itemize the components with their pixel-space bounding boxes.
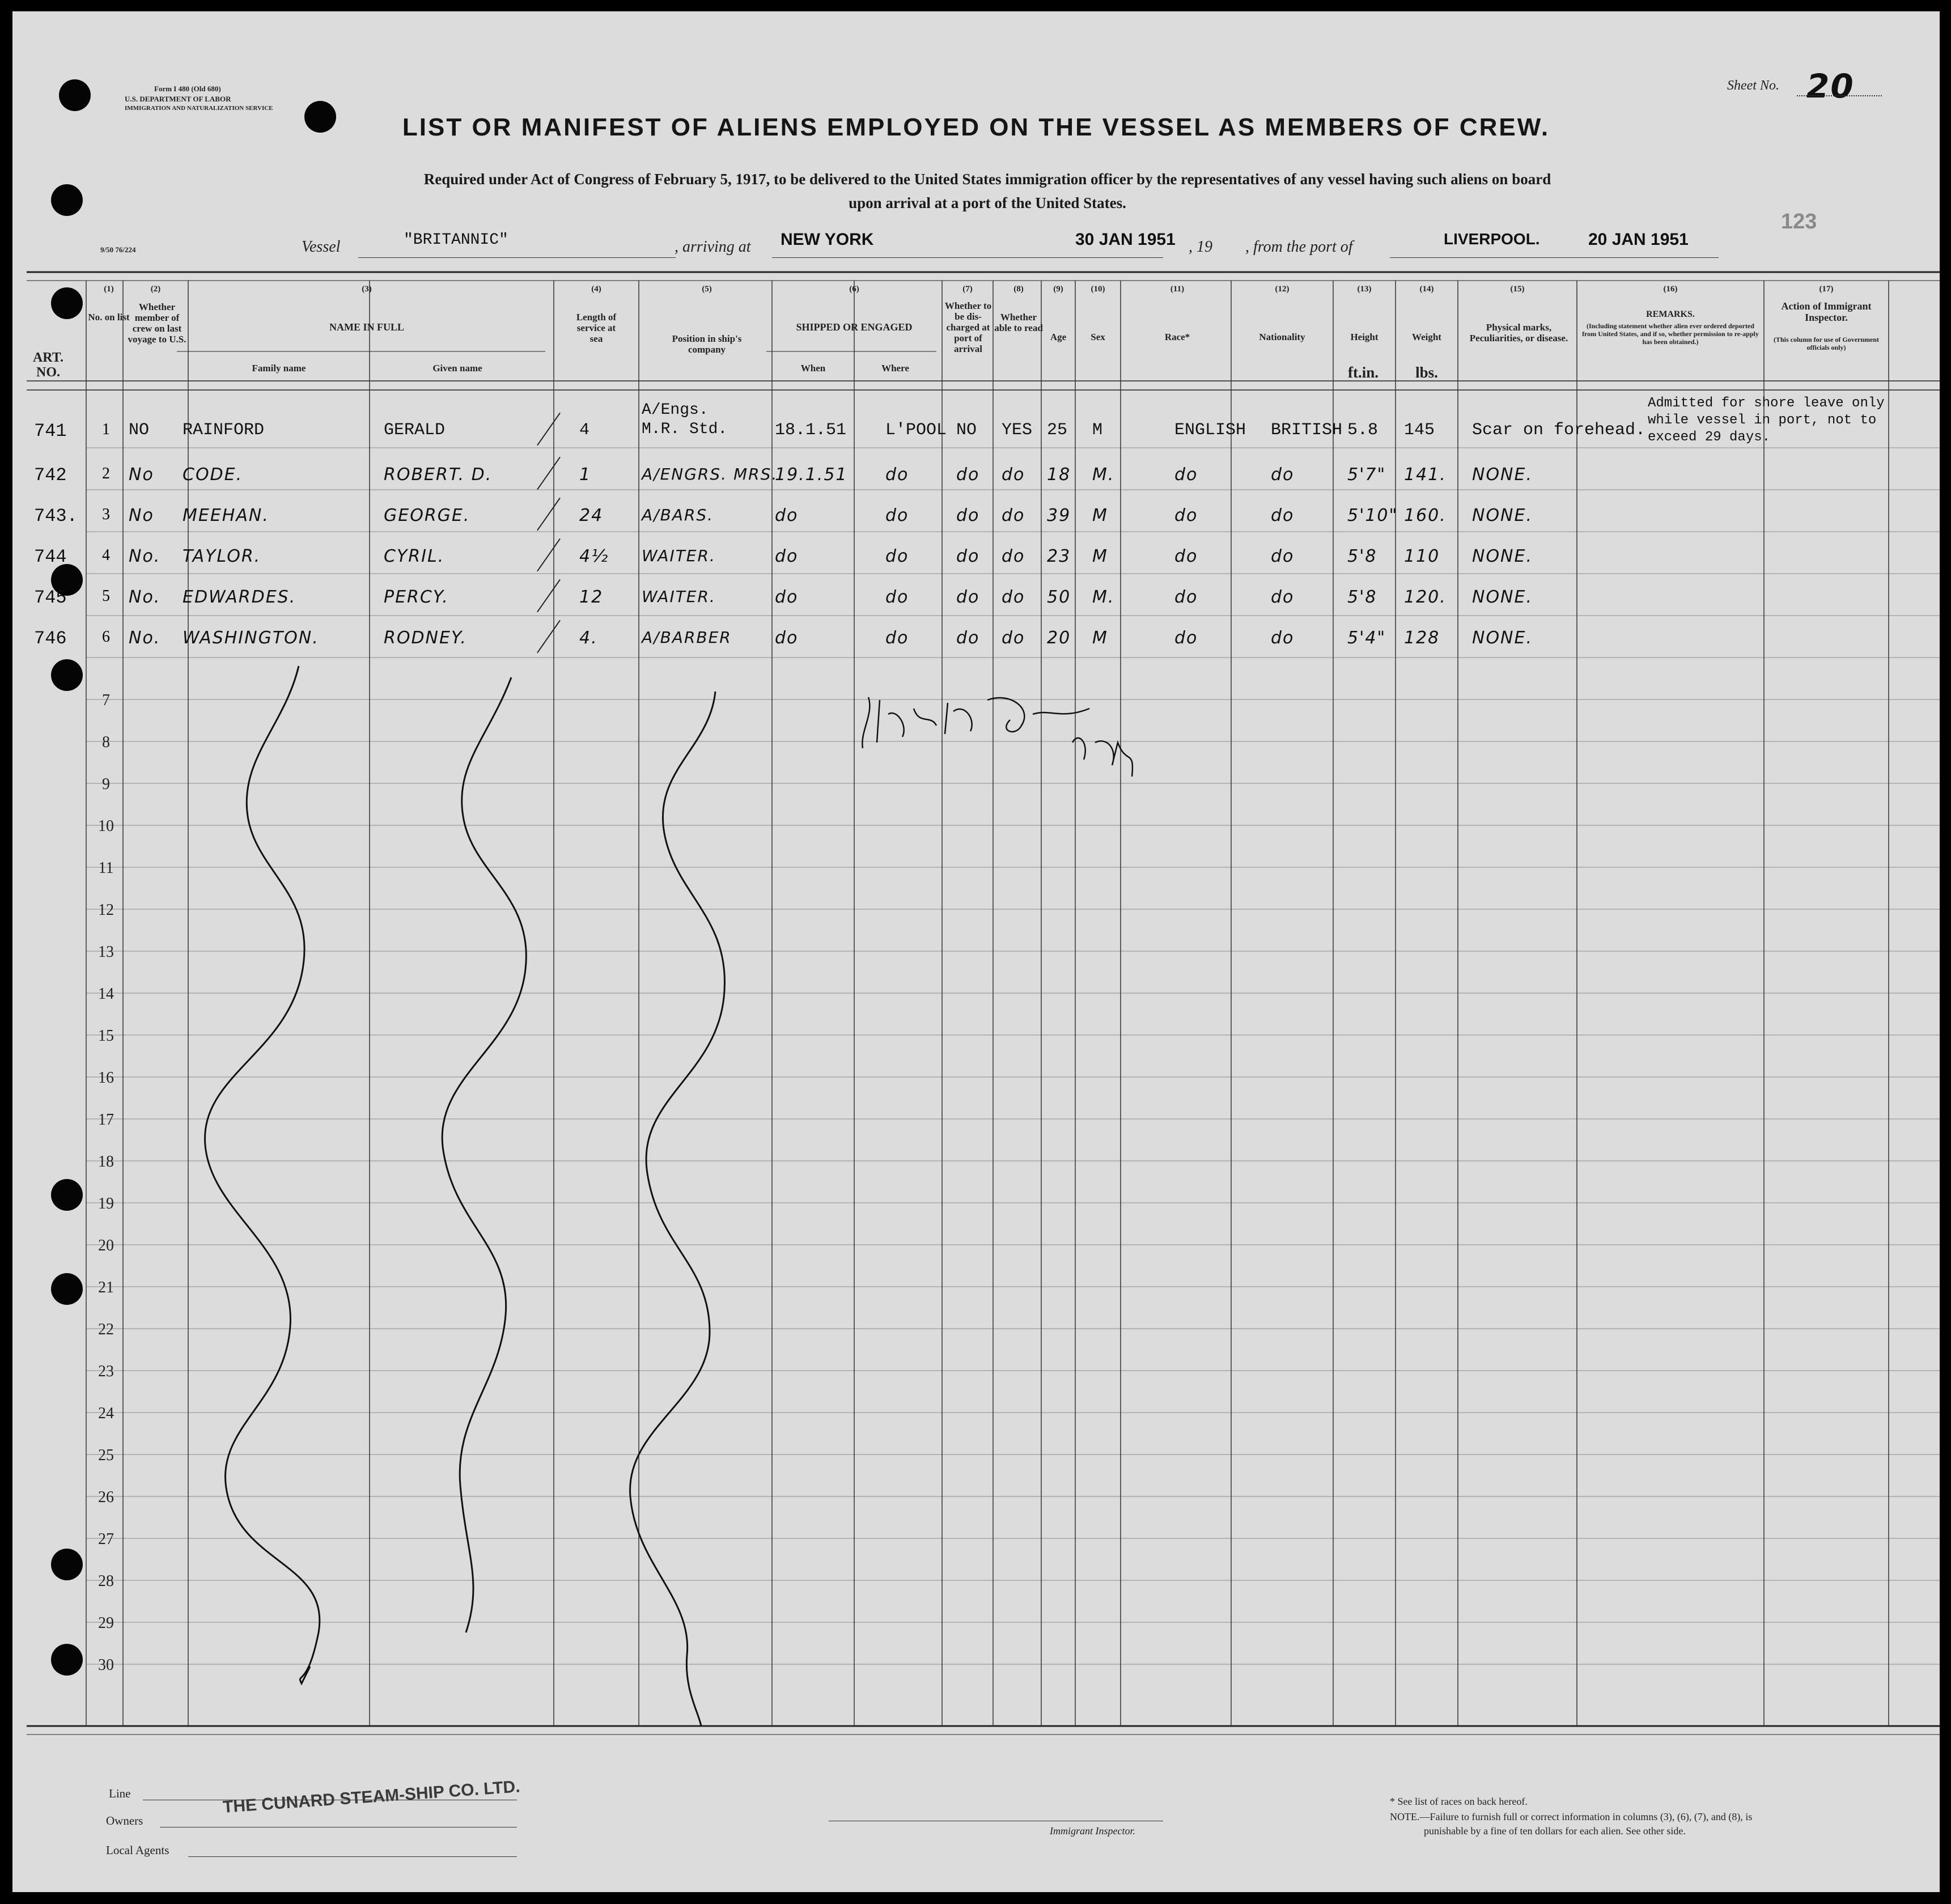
cell-discharged: do: [956, 628, 980, 648]
cell-discharged: do: [956, 587, 980, 607]
col-15-number: (15): [1510, 285, 1525, 294]
wavy-line-given: [442, 677, 526, 1632]
cell-physical-marks: NONE.: [1472, 506, 1533, 525]
cell-physical-marks: NONE.: [1472, 628, 1533, 648]
header-discharged: Whether to be dis-charged at port of arrival: [944, 300, 992, 354]
cell-shipped-where: L'POOL: [885, 421, 947, 440]
remarks-stamp-line-3: exceed 29 days.: [1648, 430, 1771, 445]
vessel-name: "BRITANNIC": [404, 231, 508, 249]
cell-sex: M.: [1092, 587, 1115, 607]
cell-family-name: CODE.: [183, 465, 243, 485]
cell-crew-member: No.: [129, 628, 161, 648]
cell-given-name: CYRIL.: [384, 546, 445, 566]
cell-list-number: 3: [102, 506, 110, 523]
remarks-stamp-line-2: while vessel in port, not to: [1648, 413, 1877, 428]
cell-crew-member: No.: [129, 587, 161, 607]
header-length-of-service: Length of service at sea: [576, 312, 617, 344]
cell-given-name: ROBERT. D.: [384, 465, 493, 485]
vessel-label: Vessel: [302, 238, 341, 256]
header-sex: Sex: [1091, 332, 1105, 342]
row-number: 9: [102, 775, 110, 793]
cell-nationality: do: [1271, 546, 1295, 566]
cell-shipped-where: do: [885, 587, 909, 607]
cell-list-number: 2: [102, 465, 110, 482]
cell-family-name: EDWARDES.: [183, 587, 296, 607]
row-number: 19: [98, 1195, 114, 1212]
cell-discharged: do: [956, 506, 980, 525]
row-number: 13: [98, 943, 114, 961]
col-2-number: (2): [150, 285, 161, 294]
cell-weight: 128: [1404, 628, 1440, 648]
row-number: 7: [102, 692, 110, 709]
cell-crew-member: NO: [129, 421, 150, 440]
remarks-stamp-line-1: Admitted for shore leave only: [1648, 396, 1885, 411]
cell-height: 5'8: [1347, 587, 1377, 607]
col-10-number: (10): [1091, 285, 1105, 294]
line-label: Line: [109, 1787, 131, 1800]
cell-shipped-where: do: [885, 506, 909, 525]
owners-label: Owners: [106, 1814, 143, 1827]
header-race: Race*: [1164, 332, 1190, 342]
header-able-to-read: Whether able to read: [994, 312, 1043, 333]
row-number: 11: [98, 859, 114, 877]
cell-family-name: MEEHAN.: [183, 506, 269, 525]
cell-art-no: 742: [34, 465, 67, 486]
row-number: 23: [98, 1363, 114, 1380]
cell-position-line-2: M.R. Std.: [642, 421, 728, 438]
cell-art-no: 746: [34, 628, 67, 649]
row-number: 30: [98, 1656, 114, 1674]
cell-shipped-where: do: [885, 628, 909, 648]
cell-race: do: [1174, 506, 1198, 525]
cell-sex: M: [1092, 506, 1108, 525]
header-inspector-action: Action of Immigrant Inspector.: [1781, 300, 1872, 323]
cell-age: 25: [1047, 421, 1068, 440]
cell-race: ENGLISH: [1174, 421, 1246, 440]
col-11-number: (11): [1170, 285, 1185, 294]
cell-given-name: PERCY.: [384, 587, 449, 607]
cell-service-length: 4: [579, 421, 590, 440]
header-remarks: REMARKS.: [1646, 309, 1695, 319]
cell-weight: 145: [1404, 421, 1435, 440]
row-number: 8: [102, 733, 110, 751]
row-number: 24: [98, 1405, 114, 1422]
from-port: LIVERPOOL.: [1444, 230, 1540, 248]
cell-height: 5'7": [1347, 465, 1386, 485]
cell-family-name: RAINFORD: [183, 421, 265, 440]
cell-able-to-read: do: [1002, 587, 1025, 607]
col-4-number: (4): [591, 285, 601, 294]
cell-height: 5'8: [1347, 546, 1377, 566]
row-number: 29: [98, 1614, 114, 1632]
cell-shipped-where: do: [885, 546, 909, 566]
weight-unit: lbs.: [1415, 364, 1438, 381]
cell-crew-member: No.: [129, 546, 161, 566]
row-number: 22: [98, 1321, 114, 1338]
cell-shipped-where: do: [885, 465, 909, 485]
row-number: 12: [98, 901, 114, 919]
height-unit: ft.in.: [1348, 364, 1379, 381]
header-family-name: Family name: [252, 363, 306, 374]
cell-discharged: NO: [956, 421, 977, 440]
cell-position: A/BARBER: [642, 628, 732, 647]
form-number: Form I 480 (Old 680): [154, 84, 221, 93]
cell-family-name: TAYLOR.: [183, 546, 261, 566]
col-5-number: (5): [702, 285, 712, 294]
cell-able-to-read: do: [1002, 628, 1025, 648]
col-7-number: (7): [962, 285, 973, 294]
header-crew-member: Whether member of crew on last voyage to U.S.: [128, 302, 186, 345]
cell-discharged: do: [956, 465, 980, 485]
subtitle-line-2: upon arrival at a port of the United States.: [849, 194, 1126, 211]
cell-weight: 110: [1404, 546, 1440, 566]
wavy-line-position: [630, 692, 725, 1726]
cell-art-no: 741: [34, 421, 67, 442]
header-age: Age: [1050, 332, 1067, 342]
local-agents-label: Local Agents: [106, 1843, 169, 1857]
row-number: 27: [98, 1530, 114, 1548]
cell-art-no: 744: [34, 546, 67, 567]
cancellation-strokes: [12, 11, 1940, 1892]
cell-service-length: 4.: [579, 628, 598, 648]
cell-height: 5.8: [1347, 421, 1379, 440]
header-given-name: Given name: [432, 363, 482, 374]
cell-position: A/ENGRS. MRS.: [642, 465, 778, 484]
cell-physical-marks: NONE.: [1472, 587, 1533, 607]
cell-art-no: 743.: [34, 506, 78, 527]
cell-able-to-read: do: [1002, 465, 1025, 485]
manifest-sheet: [12, 11, 1940, 1892]
cell-list-number: 6: [102, 628, 110, 646]
header-no-on-list: No. on list: [88, 312, 130, 323]
cell-family-name: WASHINGTON.: [183, 628, 319, 648]
row-number: 17: [98, 1111, 114, 1129]
cell-able-to-read: do: [1002, 546, 1025, 566]
cell-sex: M: [1092, 628, 1108, 648]
col-13-number: (13): [1357, 285, 1372, 294]
header-where: Where: [881, 363, 909, 374]
header-remarks-note: (Including statement whether alien ever ordered deported from United States, and if so, whether permission to re-apply has been obtained.): [1582, 322, 1759, 346]
inspector-label: Immigrant Inspector.: [1050, 1825, 1135, 1837]
cell-physical-marks: Scar on forehead.: [1472, 421, 1646, 440]
cell-race: do: [1174, 628, 1198, 648]
wavy-line-family: [205, 666, 320, 1684]
cell-race: do: [1174, 587, 1198, 607]
cell-sex: M: [1092, 546, 1108, 566]
cell-service-length: 1: [579, 465, 592, 485]
header-height: Height: [1350, 332, 1379, 342]
cell-sex: M: [1092, 421, 1103, 440]
cell-shipped-when: 18.1.51: [775, 421, 847, 440]
cell-position: A/Engs.: [642, 401, 709, 419]
header-shipped-engaged: SHIPPED OR ENGAGED: [796, 321, 913, 333]
cell-list-number: 1: [102, 421, 110, 438]
department: U.S. DEPARTMENT OF LABOR: [125, 95, 231, 103]
cell-service-length: 4½: [579, 546, 609, 566]
subtitle-line-1: Required under Act of Congress of February 5, 1917, to be delivered to the United States immigration officer by the representatives of any vessel having such aliens on board: [423, 171, 1551, 188]
cell-position: WAITER.: [642, 587, 716, 606]
cell-nationality: do: [1271, 506, 1295, 525]
header-name-in-full: NAME IN FULL: [329, 321, 404, 333]
cell-nationality: do: [1271, 465, 1295, 485]
agents-underline: [188, 1856, 517, 1857]
arriving-port: NEW YORK: [781, 230, 874, 249]
cell-age: 23: [1047, 546, 1071, 566]
cell-shipped-when: do: [775, 628, 799, 648]
cell-weight: 141.: [1404, 465, 1447, 485]
sheet-label: Sheet No.: [1727, 78, 1779, 93]
row-number: 28: [98, 1572, 114, 1590]
cell-position: A/BARS.: [642, 506, 714, 524]
row-number: 21: [98, 1279, 114, 1296]
inspector-signature: [862, 697, 1133, 777]
col-12-number: (12): [1275, 285, 1290, 294]
cell-age: 39: [1047, 506, 1071, 525]
penalty-note-2: punishable by a fine of ten dollars for each alien. See other side.: [1424, 1825, 1686, 1837]
sheet-number: 20: [1806, 67, 1855, 105]
races-note: * See list of races on back hereof.: [1390, 1796, 1528, 1807]
header-inspector-note: (This column for use of Government officials only): [1773, 336, 1880, 351]
owners-stamp: THE CUNARD STEAM-SHIP CO. LTD.: [222, 1777, 521, 1817]
header-physical-marks: Physical marks, Peculiarities, or disease.: [1469, 322, 1568, 344]
cell-sex: M.: [1092, 465, 1115, 485]
row-number: 18: [98, 1153, 114, 1171]
departure-date: 20 JAN 1951: [1588, 230, 1689, 249]
cell-shipped-when: 19.1.51: [775, 465, 848, 485]
cell-physical-marks: NONE.: [1472, 546, 1533, 566]
row-number: 25: [98, 1447, 114, 1464]
header-position: Position in ship's company: [672, 333, 742, 355]
cell-service-length: 12: [579, 587, 604, 607]
penalty-note-1: NOTE.—Failure to furnish full or correct information in columns (3), (6), (7), and (8), is: [1390, 1811, 1753, 1822]
cell-art-no: 745: [34, 587, 67, 608]
cell-race: do: [1174, 465, 1198, 485]
col-16-number: (16): [1663, 285, 1678, 294]
cell-list-number: 5: [102, 587, 110, 605]
col-9-number: (9): [1053, 285, 1063, 294]
col-8-number: (8): [1013, 285, 1024, 294]
row-number: 14: [98, 985, 114, 1003]
cell-age: 18: [1047, 465, 1071, 485]
cell-height: 5'4": [1347, 628, 1386, 648]
cell-able-to-read: YES: [1002, 421, 1033, 440]
cell-race: do: [1174, 546, 1198, 566]
cell-shipped-when: do: [775, 546, 799, 566]
row-number: 20: [98, 1237, 114, 1254]
cell-age: 50: [1047, 587, 1071, 607]
cell-service-length: 24: [579, 506, 604, 525]
service: IMMIGRATION AND NATURALIZATION SERVICE: [125, 105, 273, 112]
row-number: 10: [98, 817, 114, 835]
col-17-number: (17): [1819, 285, 1834, 294]
cell-nationality: do: [1271, 628, 1295, 648]
cell-discharged: do: [956, 546, 980, 566]
row-number: 16: [98, 1069, 114, 1087]
cell-shipped-when: do: [775, 587, 799, 607]
cell-age: 20: [1047, 628, 1071, 648]
cell-given-name: GERALD: [384, 421, 446, 440]
cell-given-name: RODNEY.: [384, 628, 467, 648]
col-3-number: (3): [362, 285, 372, 294]
cell-list-number: 4: [102, 546, 110, 564]
port-label: , from the port of: [1245, 238, 1353, 256]
header-weight: Weight: [1412, 332, 1441, 342]
arriving-label: , arriving at: [675, 238, 751, 256]
row-number: 26: [98, 1489, 114, 1506]
cell-given-name: GEORGE.: [384, 506, 470, 525]
cell-able-to-read: do: [1002, 506, 1025, 525]
cell-shipped-when: do: [775, 506, 799, 525]
header-nationality: Nationality: [1259, 332, 1305, 342]
cell-weight: 160.: [1404, 506, 1447, 525]
form-code: 9/50 76/224: [100, 245, 136, 254]
stamp-number: 123: [1781, 210, 1817, 234]
col-14-number: (14): [1419, 285, 1434, 294]
cell-height: 5'10": [1347, 506, 1398, 525]
cell-crew-member: No: [129, 506, 154, 525]
arrival-date: 30 JAN 1951: [1075, 230, 1176, 249]
year-label: , 19: [1189, 238, 1212, 256]
cell-nationality: BRITISH: [1271, 421, 1343, 440]
header-when: When: [800, 363, 826, 374]
cell-physical-marks: NONE.: [1472, 465, 1533, 485]
page-title: LIST OR MANIFEST OF ALIENS EMPLOYED ON THE VESSEL AS MEMBERS OF CREW.: [402, 113, 1550, 141]
cell-nationality: do: [1271, 587, 1295, 607]
row-number: 15: [98, 1027, 114, 1045]
cell-weight: 120.: [1404, 587, 1447, 607]
col-6-number: (6): [849, 285, 859, 294]
cell-position: WAITER.: [642, 546, 716, 565]
cell-crew-member: No: [129, 465, 154, 485]
col-1-number: (1): [104, 285, 114, 294]
header-art-no: ART. NO.: [32, 350, 64, 380]
